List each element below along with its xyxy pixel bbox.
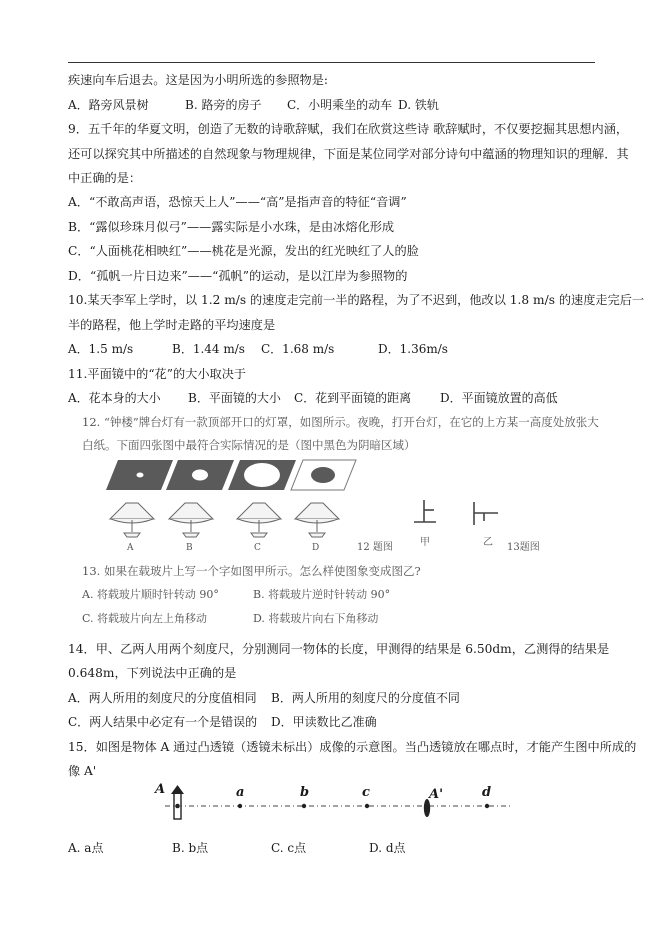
fig13-label-jia: 甲 (420, 537, 430, 548)
label-object-a: A (155, 782, 166, 797)
q9-option-c[interactable]: C．“人面桃花相映红”——桃花是光源，发出的红光映红了人的脸 (68, 244, 419, 258)
q14-option-d[interactable]: D．甲读数比乙准确 (271, 715, 377, 729)
q14-option-a[interactable]: A．两人所用的刻度尺的分度值相同 (68, 691, 257, 705)
q13-stem: 13. 如果在载玻片上写一个字如图甲所示。怎么样使图象变成图乙? (82, 564, 421, 578)
q15-stem-line2: 像 A' (68, 764, 97, 778)
label-point-d: d (482, 785, 492, 800)
q14-stem-line1: 14．甲、乙两人用两个刻度尺，分别测同一物体的长度，甲测得的结果是 6.50dm，乙测得的结果是 (68, 642, 610, 656)
object-a-arrow (171, 785, 184, 819)
q11-option-b[interactable]: B．平面镜的大小 (188, 391, 281, 405)
q11-option-a[interactable]: A．花本身的大小 (68, 391, 161, 405)
q9-option-b[interactable]: B．“露似珍珠月似弓”——露实际是小水珠，是由冰熔化形成 (68, 220, 395, 234)
q9-option-d[interactable]: D．“孤帆一片日边来”——“孤帆”的运动，是以江岸为参照物的 (68, 269, 408, 283)
q15-option-d[interactable]: D. d点 (369, 841, 406, 855)
q10-stem-line1: 10.某天李军上学时，以 1.2 m/s 的速度走完前一半的路程，为了不迟到，他改以 1.8 m/s 的速度走完后一 (68, 293, 645, 307)
q8-option-b[interactable]: B. 路旁的房子 (185, 98, 262, 112)
q11-stem: 11.平面镜中的“花”的大小取决于 (68, 367, 247, 381)
label-point-a: a (236, 785, 245, 800)
point-c (365, 804, 369, 808)
q9-stem-line3: 中正确的是： (68, 171, 142, 185)
q10-option-c[interactable]: C．1.68 m/s (261, 342, 335, 356)
q9-stem-line1: 9．五千年的华夏文明，创造了无数的诗歌辞赋，我们在欣赏这些诗 歌辞赋时，不仅要挖掘其思想内涵， (68, 122, 629, 136)
q15-option-c[interactable]: C. c点 (271, 841, 307, 855)
q9-stem-line2: 还可以探究其中所描述的自然现象与物理规律，下面是某位同学对部分诗句中蕴涵的物理知识的理解．其 (68, 147, 629, 161)
q14-option-b[interactable]: B．两人所用的刻度尺的分度值不同 (271, 691, 460, 705)
label-point-c: c (362, 785, 370, 800)
point-d (485, 804, 489, 808)
fig13-caption: 13题图 (507, 542, 540, 553)
q9-option-a[interactable]: A．“不敢高声语，恐惊天上人”——“高”是指声音的特征“音调” (68, 195, 407, 209)
point-b (302, 804, 306, 808)
q15-option-b[interactable]: B. b点 (172, 841, 209, 855)
label-point-b: b (300, 785, 310, 800)
q14-option-c[interactable]: C．两人结果中必定有一个是错误的 (68, 715, 258, 729)
label-image-a-prime: A' (429, 787, 444, 802)
q15-option-a[interactable]: A. a点 (68, 841, 104, 855)
q12-stem-line2: 白纸。下面四张图中最符合实际情况的是（图中黑色为阴暗区域） (82, 438, 416, 452)
lamp-label-b: B (186, 543, 193, 553)
q13-option-b[interactable]: B. 将载玻片逆时针转动 90° (253, 588, 391, 601)
q13-option-c[interactable]: C. 将载玻片向左上角移动 (82, 612, 208, 625)
q10-option-d[interactable]: D．1.36m/s (378, 342, 448, 356)
q8-option-c[interactable]: C．小明乘坐的动车 (287, 98, 393, 112)
q8-stem: 疾速向车后退去。这是因为小明所选的参照物是: (68, 73, 329, 87)
q12-stem-line1: 12. “钟楼”牌台灯有一款顶部开口的灯罩，如图所示。夜晚，打开台灯，在它的上方某一高度处放张大 (82, 415, 599, 429)
q10-option-a[interactable]: A．1.5 m/s (68, 342, 134, 356)
fig12-caption: 12 题图 (357, 542, 393, 553)
lamp-label-a: A (127, 543, 134, 553)
q10-option-b[interactable]: B．1.44 m/s (172, 342, 245, 356)
lamp-label-c: C (254, 543, 261, 553)
q10-stem-line2: 半的路程，他上学时走路的平均速度是 (68, 318, 276, 332)
q8-option-a[interactable]: A．路旁风景树 (68, 98, 149, 112)
q11-option-c[interactable]: C．花到平面镜的距离 (294, 391, 412, 405)
fig13-label-yi: 乙 (483, 537, 493, 548)
q8-option-d[interactable]: D. 铁轨 (398, 98, 439, 112)
q11-option-d[interactable]: D．平面镜放置的高低 (440, 391, 558, 405)
lamp-label-d: D (312, 543, 320, 553)
q13-option-d[interactable]: D. 将载玻片向右下角移动 (253, 612, 379, 625)
q15-stem-line1: 15．如图是物体 A 通过凸透镜（透镜未标出）成像的示意图。当凸透镜放在哪点时，才能产生图中所成的 (68, 740, 637, 754)
q13-option-a[interactable]: A. 将载玻片顺时针转动 90° (82, 588, 219, 601)
point-a (238, 804, 242, 808)
q14-stem-line2: 0.648m，下列说法中正确的是 (68, 666, 237, 680)
